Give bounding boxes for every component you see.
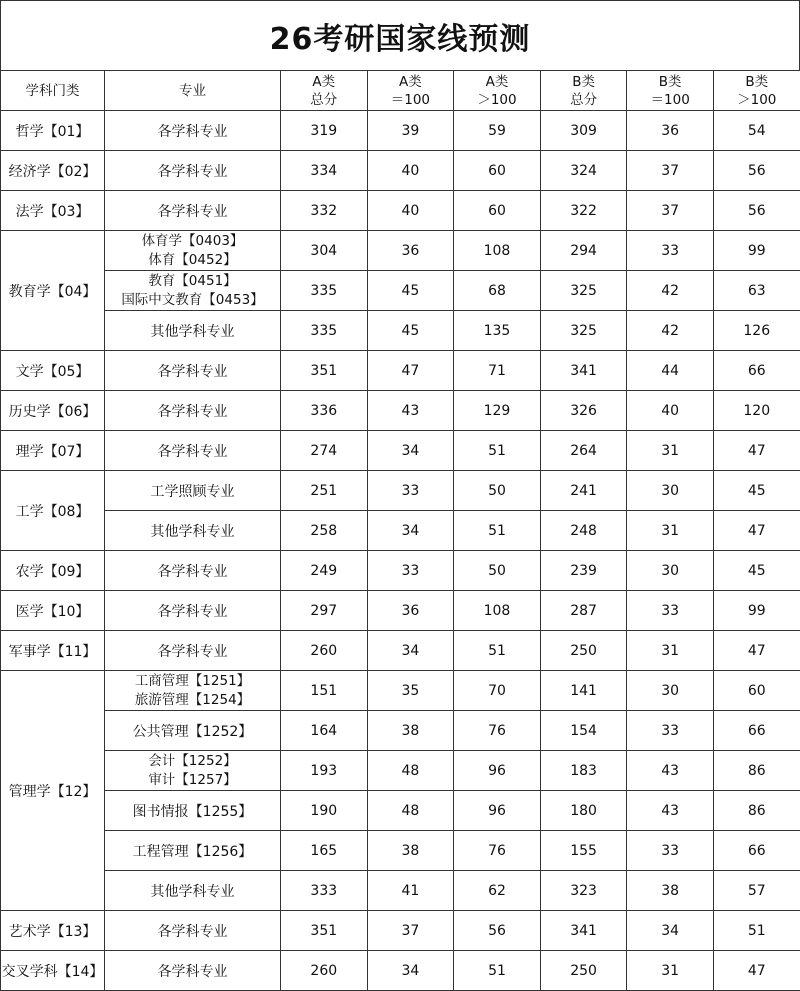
major-cell (105, 111, 281, 151)
a-gt100-cell: 68 (454, 271, 541, 311)
a-eq100-cell: 35 (367, 671, 454, 711)
b-total-cell: 155 (540, 831, 627, 871)
major-line: 各学科专业 (105, 121, 280, 141)
b-gt100-cell: 56 (713, 151, 800, 191)
b-total-cell: 250 (540, 631, 627, 671)
major-line: 体育【0452】 (105, 251, 280, 270)
a-eq100-cell: 48 (367, 791, 454, 831)
major-line: 其他学科专业 (105, 321, 280, 341)
major-cell (105, 671, 281, 711)
major-line: 各学科专业 (105, 921, 280, 941)
b-total-cell: 180 (540, 791, 627, 831)
b-gt100-cell: 47 (713, 631, 800, 671)
b-eq100-cell: 42 (627, 311, 714, 351)
a-gt100-cell: 56 (454, 911, 541, 951)
a-eq100-cell: 33 (367, 551, 454, 591)
b-eq100-cell: 30 (627, 671, 714, 711)
table-header (1, 71, 800, 111)
b-eq100-cell: 43 (627, 751, 714, 791)
b-gt100-cell: 47 (713, 511, 800, 551)
b-total-cell: 239 (540, 551, 627, 591)
table-row (1, 511, 800, 551)
category-cell: 理学【07】 (1, 431, 105, 471)
b-gt100-cell: 126 (713, 311, 800, 351)
a-eq100-cell: 37 (367, 911, 454, 951)
b-total-cell: 324 (540, 151, 627, 191)
b-total-cell: 341 (540, 911, 627, 951)
major-line: 各学科专业 (105, 401, 280, 421)
a-total-cell: 332 (281, 191, 368, 231)
b-gt100-cell: 47 (713, 951, 800, 991)
a-eq100-cell: 34 (367, 631, 454, 671)
major-line: 各学科专业 (105, 161, 280, 181)
b-eq100-cell: 38 (627, 871, 714, 911)
table-row (1, 111, 800, 151)
a-total-cell: 260 (281, 951, 368, 991)
major-line: 教育【0451】 (105, 272, 280, 291)
category-cell: 经济学【02】 (1, 151, 105, 191)
a-total-cell: 258 (281, 511, 368, 551)
b-eq100-cell: 31 (627, 431, 714, 471)
a-total-cell: 333 (281, 871, 368, 911)
a-gt100-cell: 76 (454, 831, 541, 871)
table-row (1, 671, 800, 711)
major-line: 其他学科专业 (105, 881, 280, 901)
a-gt100-cell: 70 (454, 671, 541, 711)
b-total-cell: 323 (540, 871, 627, 911)
table-row (1, 191, 800, 231)
major-line: 工学照顾专业 (105, 481, 280, 501)
b-eq100-cell: 34 (627, 911, 714, 951)
table-row (1, 871, 800, 911)
b-total-cell: 264 (540, 431, 627, 471)
table-row (1, 711, 800, 751)
a-gt100-cell: 51 (454, 511, 541, 551)
category-cell: 哲学【01】 (1, 111, 105, 151)
b-gt100-cell: 57 (713, 871, 800, 911)
major-cell (105, 391, 281, 431)
b-eq100-cell: 33 (627, 591, 714, 631)
a-eq100-cell: 34 (367, 511, 454, 551)
b-gt100-cell: 99 (713, 231, 800, 271)
a-total-cell: 249 (281, 551, 368, 591)
a-gt100-cell: 60 (454, 191, 541, 231)
b-total-cell: 326 (540, 391, 627, 431)
b-eq100-cell: 31 (627, 511, 714, 551)
b-eq100-cell: 33 (627, 231, 714, 271)
a-total-cell: 260 (281, 631, 368, 671)
major-cell (105, 631, 281, 671)
table-row (1, 591, 800, 631)
major-cell (105, 711, 281, 751)
major-cell (105, 951, 281, 991)
page-title: 26考研国家线预测 (270, 14, 531, 58)
a-eq100-cell: 39 (367, 111, 454, 151)
table-row (1, 791, 800, 831)
a-gt100-cell: 62 (454, 871, 541, 911)
a-eq100-cell: 41 (367, 871, 454, 911)
a-eq100-cell: 45 (367, 271, 454, 311)
header-a-total: A类 总分 (281, 71, 368, 111)
b-gt100-cell: 120 (713, 391, 800, 431)
header-b-eq100: B类 ＝100 (627, 71, 714, 111)
table-row (1, 271, 800, 311)
b-eq100-cell: 36 (627, 111, 714, 151)
table-row (1, 751, 800, 791)
major-cell (105, 311, 281, 351)
table-row (1, 391, 800, 431)
b-total-cell: 325 (540, 271, 627, 311)
major-cell (105, 471, 281, 511)
major-cell (105, 591, 281, 631)
b-total-cell: 322 (540, 191, 627, 231)
b-gt100-cell: 66 (713, 711, 800, 751)
header-a-eq100: A类 ＝100 (367, 71, 454, 111)
major-cell (105, 871, 281, 911)
a-total-cell: 351 (281, 351, 368, 391)
category-cell: 军事学【11】 (1, 631, 105, 671)
a-gt100-cell: 96 (454, 751, 541, 791)
major-cell (105, 911, 281, 951)
major-cell (105, 511, 281, 551)
category-cell: 文学【05】 (1, 351, 105, 391)
a-eq100-cell: 36 (367, 231, 454, 271)
major-line: 各学科专业 (105, 641, 280, 661)
a-total-cell: 165 (281, 831, 368, 871)
a-total-cell: 274 (281, 431, 368, 471)
major-cell (105, 551, 281, 591)
major-line: 其他学科专业 (105, 521, 280, 541)
table-row (1, 951, 800, 991)
b-eq100-cell: 40 (627, 391, 714, 431)
b-gt100-cell: 66 (713, 831, 800, 871)
major-line: 各学科专业 (105, 601, 280, 621)
a-total-cell: 304 (281, 231, 368, 271)
b-eq100-cell: 33 (627, 711, 714, 751)
major-cell (105, 431, 281, 471)
major-line: 各学科专业 (105, 561, 280, 581)
category-cell: 法学【03】 (1, 191, 105, 231)
a-total-cell: 297 (281, 591, 368, 631)
a-gt100-cell: 59 (454, 111, 541, 151)
b-total-cell: 287 (540, 591, 627, 631)
category-cell: 教育学【04】 (1, 231, 105, 351)
header-b-gt100: B类 ＞100 (713, 71, 800, 111)
table-row (1, 431, 800, 471)
b-gt100-cell: 45 (713, 471, 800, 511)
a-gt100-cell: 50 (454, 551, 541, 591)
major-cell (105, 151, 281, 191)
major-line: 公共管理【1252】 (105, 721, 280, 741)
major-cell (105, 191, 281, 231)
header-category: 学科门类 (1, 71, 105, 111)
category-cell: 管理学【12】 (1, 671, 105, 911)
a-total-cell: 193 (281, 751, 368, 791)
table-body (1, 111, 800, 991)
b-total-cell: 341 (540, 351, 627, 391)
a-eq100-cell: 34 (367, 951, 454, 991)
major-line: 各学科专业 (105, 201, 280, 221)
a-gt100-cell: 108 (454, 591, 541, 631)
major-cell (105, 751, 281, 791)
b-total-cell: 154 (540, 711, 627, 751)
table-row (1, 911, 800, 951)
a-eq100-cell: 34 (367, 431, 454, 471)
major-line: 旅游管理【1254】 (105, 691, 280, 710)
a-gt100-cell: 60 (454, 151, 541, 191)
b-gt100-cell: 99 (713, 591, 800, 631)
table-row (1, 351, 800, 391)
a-total-cell: 251 (281, 471, 368, 511)
b-gt100-cell: 86 (713, 791, 800, 831)
major-cell (105, 831, 281, 871)
major-cell (105, 231, 281, 271)
major-line: 图书情报【1255】 (105, 801, 280, 821)
a-gt100-cell: 135 (454, 311, 541, 351)
a-eq100-cell: 36 (367, 591, 454, 631)
major-cell (105, 791, 281, 831)
a-eq100-cell: 40 (367, 151, 454, 191)
b-total-cell: 325 (540, 311, 627, 351)
major-line: 各学科专业 (105, 441, 280, 461)
b-total-cell: 294 (540, 231, 627, 271)
a-gt100-cell: 96 (454, 791, 541, 831)
b-eq100-cell: 42 (627, 271, 714, 311)
b-eq100-cell: 30 (627, 471, 714, 511)
b-total-cell: 248 (540, 511, 627, 551)
header-b-total: B类 总分 (540, 71, 627, 111)
a-total-cell: 336 (281, 391, 368, 431)
a-total-cell: 190 (281, 791, 368, 831)
a-gt100-cell: 51 (454, 431, 541, 471)
b-total-cell: 183 (540, 751, 627, 791)
table-row (1, 831, 800, 871)
a-eq100-cell: 33 (367, 471, 454, 511)
a-gt100-cell: 129 (454, 391, 541, 431)
b-eq100-cell: 43 (627, 791, 714, 831)
category-cell: 医学【10】 (1, 591, 105, 631)
major-line: 会计【1252】 (105, 752, 280, 771)
b-eq100-cell: 44 (627, 351, 714, 391)
b-gt100-cell: 51 (713, 911, 800, 951)
a-total-cell: 335 (281, 311, 368, 351)
a-gt100-cell: 51 (454, 951, 541, 991)
major-line: 工商管理【1251】 (105, 672, 280, 691)
a-gt100-cell: 108 (454, 231, 541, 271)
category-cell: 艺术学【13】 (1, 911, 105, 951)
b-gt100-cell: 60 (713, 671, 800, 711)
b-eq100-cell: 31 (627, 951, 714, 991)
header-a-gt100: A类 ＞100 (454, 71, 541, 111)
b-eq100-cell: 37 (627, 191, 714, 231)
major-cell (105, 351, 281, 391)
table-row (1, 151, 800, 191)
table-row (1, 551, 800, 591)
a-eq100-cell: 38 (367, 711, 454, 751)
score-table (0, 70, 800, 991)
major-line: 国际中文教育【0453】 (105, 291, 280, 310)
a-total-cell: 164 (281, 711, 368, 751)
a-gt100-cell: 51 (454, 631, 541, 671)
table-row (1, 471, 800, 511)
a-eq100-cell: 47 (367, 351, 454, 391)
b-eq100-cell: 37 (627, 151, 714, 191)
b-gt100-cell: 45 (713, 551, 800, 591)
b-eq100-cell: 33 (627, 831, 714, 871)
table-row (1, 231, 800, 271)
category-cell: 农学【09】 (1, 551, 105, 591)
category-cell: 历史学【06】 (1, 391, 105, 431)
a-total-cell: 151 (281, 671, 368, 711)
b-total-cell: 241 (540, 471, 627, 511)
major-cell (105, 271, 281, 311)
a-gt100-cell: 50 (454, 471, 541, 511)
b-gt100-cell: 66 (713, 351, 800, 391)
a-gt100-cell: 76 (454, 711, 541, 751)
a-eq100-cell: 40 (367, 191, 454, 231)
major-line: 工程管理【1256】 (105, 841, 280, 861)
b-gt100-cell: 54 (713, 111, 800, 151)
b-total-cell: 141 (540, 671, 627, 711)
b-eq100-cell: 30 (627, 551, 714, 591)
a-total-cell: 335 (281, 271, 368, 311)
a-total-cell: 351 (281, 911, 368, 951)
b-gt100-cell: 86 (713, 751, 800, 791)
a-total-cell: 334 (281, 151, 368, 191)
a-eq100-cell: 38 (367, 831, 454, 871)
a-total-cell: 319 (281, 111, 368, 151)
a-eq100-cell: 48 (367, 751, 454, 791)
category-cell: 交叉学科【14】 (1, 951, 105, 991)
b-gt100-cell: 63 (713, 271, 800, 311)
title-bar (0, 0, 800, 70)
b-total-cell: 250 (540, 951, 627, 991)
table-row (1, 631, 800, 671)
major-line: 审计【1257】 (105, 771, 280, 790)
a-eq100-cell: 43 (367, 391, 454, 431)
b-eq100-cell: 31 (627, 631, 714, 671)
major-line: 各学科专业 (105, 361, 280, 381)
header-major: 专业 (105, 71, 281, 111)
b-gt100-cell: 47 (713, 431, 800, 471)
b-gt100-cell: 56 (713, 191, 800, 231)
b-total-cell: 309 (540, 111, 627, 151)
major-line: 体育学【0403】 (105, 232, 280, 251)
a-eq100-cell: 45 (367, 311, 454, 351)
table-row (1, 311, 800, 351)
major-line: 各学科专业 (105, 961, 280, 981)
category-cell: 工学【08】 (1, 471, 105, 551)
a-gt100-cell: 71 (454, 351, 541, 391)
